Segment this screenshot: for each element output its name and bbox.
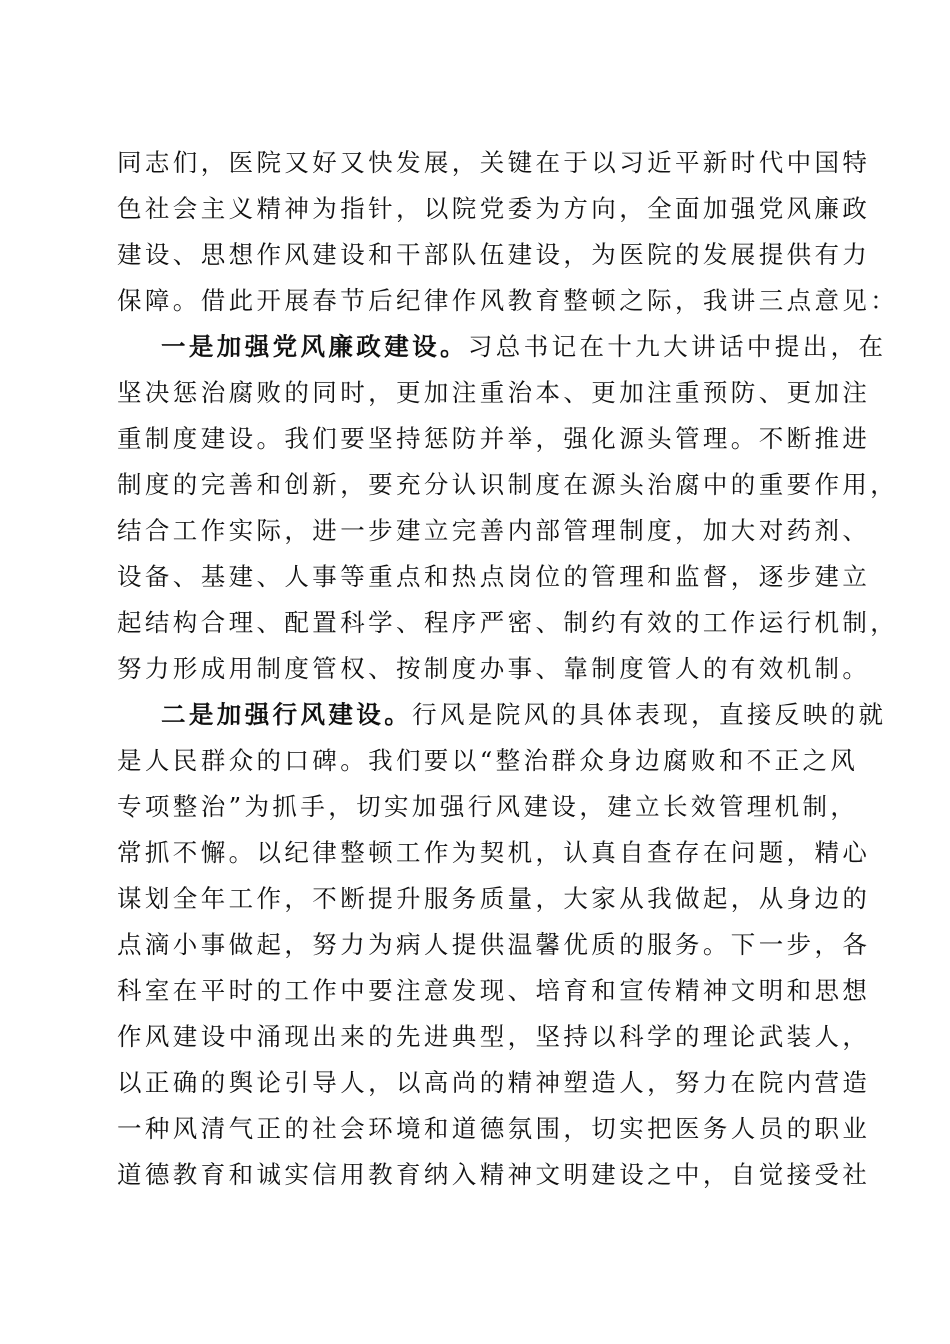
section2-line: 常抓不懈。以纪律整顿工作为契机，认真自查存在问题，精心: [117, 838, 871, 867]
section2-line: 专项整治”为抓手，切实加强行风建设，建立长效管理机制，: [117, 792, 859, 821]
section2-line: 点滴小事做起，努力为病人提供温馨优质的服务。下一步，各: [117, 930, 871, 959]
section2-line: 以正确的舆论引导人，以高尚的精神塑造人，努力在院内营造: [117, 1068, 871, 1097]
section1-line: 结合工作实际，进一步建立完善内部管理制度，加大对药剂、: [117, 516, 871, 545]
body-line: 色社会主义精神为指针，以院党委为方向，全面加强党风廉政: [117, 194, 871, 223]
section2-line: 谋划全年工作，不断提升服务质量，大家从我做起，从身边的: [117, 884, 871, 913]
section1-first-line: [117, 324, 887, 370]
section1-line: 设备、基建、人事等重点和热点岗位的管理和监督，逐步建立: [117, 562, 871, 591]
section1-first-line-text: 习总书记在十九大讲话中提出，在: [467, 332, 887, 361]
section1-line: 重制度建设。我们要坚持惩防并举，强化源头管理。不断推进: [117, 424, 871, 453]
body-line: 同志们，医院又好又快发展，关键在于以习近平新时代中国特: [117, 148, 871, 177]
section2-line: 科室在平时的工作中要注意发现、培育和宣传精神文明和思想: [117, 976, 871, 1005]
section2-first-line-text: 行风是院风的具体表现，直接反映的就: [412, 700, 887, 729]
section2-heading: 二是加强行风建设。: [161, 700, 413, 729]
body-line: 保障。借此开展春节后纪律作风教育整顿之际，我讲三点意见：: [117, 286, 899, 315]
section2-line: 道德教育和诚实信用教育纳入精神文明建设之中，自觉接受社: [117, 1160, 871, 1189]
section1-heading: 一是加强党风廉政建设。: [161, 332, 468, 361]
section1-line: 起结构合理、配置科学、程序严密、制约有效的工作运行机制，: [117, 608, 899, 637]
section2-line: 是人民群众的口碑。我们要以“整治群众身边腐败和不正之风: [117, 746, 859, 775]
section2-line: 一种风清气正的社会环境和道德氛围，切实把医务人员的职业: [117, 1114, 871, 1143]
document-body: [117, 140, 899, 1198]
body-line: 建设、思想作风建设和干部队伍建设，为医院的发展提供有力: [117, 240, 871, 269]
section2-line: 作风建设中涌现出来的先进典型，坚持以科学的理论武装人，: [117, 1022, 871, 1051]
section1-line: 努力形成用制度管权、按制度办事、靠制度管人的有效机制。: [117, 654, 871, 683]
section1-line: 制度的完善和创新，要充分认识制度在源头治腐中的重要作用，: [117, 470, 899, 499]
section2-first-line: [117, 692, 887, 738]
section1-line: 坚决惩治腐败的同时，更加注重治本、更加注重预防、更加注: [117, 378, 871, 407]
